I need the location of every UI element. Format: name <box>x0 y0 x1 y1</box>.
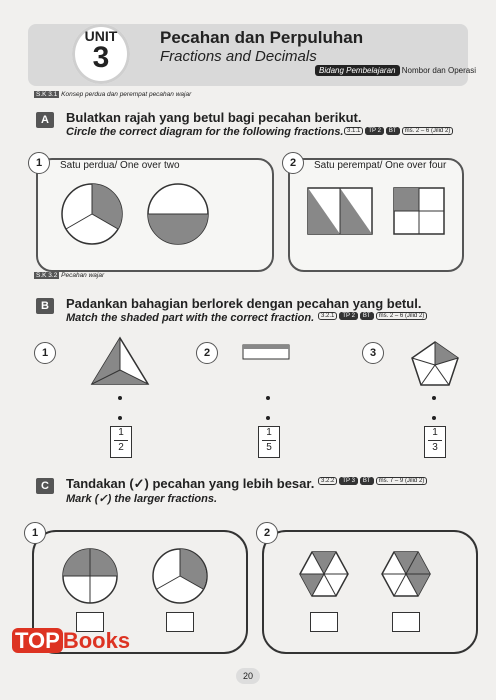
match-item-number: 1 <box>34 342 56 364</box>
learning-area <box>315 66 476 75</box>
numerator: 1 <box>432 427 438 438</box>
tick-box[interactable] <box>310 612 338 632</box>
topbooks-logo <box>12 628 130 654</box>
tags-a <box>344 128 455 134</box>
tag: TP 3 <box>339 477 358 485</box>
tag: BT <box>360 477 374 485</box>
tag: ms. 7 – 9 (Jilid 2) <box>376 477 428 485</box>
instruction-malay-c: Tandakan (✓) pecahan yang lebih besar. <box>66 476 315 491</box>
numerator: 1 <box>266 427 272 438</box>
unit-word: UNIT <box>84 28 118 44</box>
section-letter-a: A <box>36 112 54 128</box>
logo-books: Books <box>62 628 131 653</box>
match-dot-top[interactable] <box>266 396 270 400</box>
match-dot-top[interactable] <box>118 396 122 400</box>
sk-label-b <box>34 272 104 279</box>
fraction-squares-a2 <box>306 186 456 246</box>
match-item-number: 2 <box>196 342 218 364</box>
denominator: 3 <box>432 442 438 453</box>
title-malay: Pecahan dan Perpuluhan <box>160 28 364 47</box>
instruction-english-b: Match the shaded part with the correct fraction. <box>66 312 315 324</box>
logo-top: TOP <box>12 628 63 653</box>
tag: 3.2.1 <box>318 312 337 320</box>
instruction-malay-b: Padankan bahagian berlorek dengan pecahan yang betul. <box>66 296 422 311</box>
question-number: 1 <box>24 522 46 544</box>
section-letter-b: B <box>36 298 54 314</box>
question-label: Satu perdua/ One over two <box>60 160 180 171</box>
denominator: 2 <box>118 442 124 453</box>
learning-area-label: Bidang Pembelajaran <box>315 65 400 76</box>
match-dot-bottom[interactable] <box>118 416 122 420</box>
section-letter-c: C <box>36 478 54 494</box>
fraction-circles-c1 <box>60 546 220 606</box>
numerator: 1 <box>118 427 124 438</box>
match-dot-bottom[interactable] <box>432 416 436 420</box>
square-option-diagonal[interactable] <box>308 188 372 234</box>
title-english: Fractions and Decimals <box>160 48 317 65</box>
match-dot-top[interactable] <box>432 396 436 400</box>
square-option-quarters[interactable] <box>394 188 444 234</box>
instruction-english-a: Circle the correct diagram for the following fractions. <box>66 126 344 138</box>
shaded-triangle <box>90 336 150 388</box>
tick-box[interactable] <box>392 612 420 632</box>
unit-title <box>160 28 390 70</box>
sk-code: S.K 3.1 <box>36 91 58 98</box>
tag: TP 2 <box>339 312 358 320</box>
fraction-card <box>258 426 280 458</box>
question-number: 2 <box>256 522 278 544</box>
tag: BT <box>386 127 400 135</box>
tag: 3.1.1 <box>344 127 363 135</box>
tags-c <box>318 478 429 484</box>
circle-option-halves[interactable] <box>148 184 208 244</box>
page-number: 20 <box>236 668 260 684</box>
match-item-number: 3 <box>362 342 384 364</box>
hexagon-right <box>382 552 430 596</box>
tag: 3.2.2 <box>318 477 337 485</box>
instruction-english-c: Mark (✓) the larger fractions. <box>66 493 218 505</box>
denominator: 5 <box>266 442 272 453</box>
instruction-malay-a: Bulatkan rajah yang betul bagi pecahan berikut. <box>66 110 362 125</box>
sk-text: Konsep perdua dan perempat pecahan wajar <box>61 91 192 98</box>
unit-badge <box>72 24 130 84</box>
fraction-card <box>110 426 132 458</box>
shaded-pentagon <box>410 340 460 388</box>
question-number: 2 <box>282 152 304 174</box>
question-number: 1 <box>28 152 50 174</box>
sk-label-a <box>34 91 191 98</box>
tag: ms. 2 – 6 (Jilid 2) <box>402 127 454 135</box>
fraction-circles-a1 <box>60 180 260 250</box>
hexagon-left <box>300 552 348 596</box>
fraction-card <box>424 426 446 458</box>
tag: TP 2 <box>365 127 384 135</box>
tag: BT <box>360 312 374 320</box>
tags-b <box>318 313 429 319</box>
match-dot-bottom[interactable] <box>266 416 270 420</box>
tag: ms. 2 – 6 (Jilid 2) <box>376 312 428 320</box>
question-label: Satu perempat/ One over four <box>314 160 447 171</box>
circle-option-thirds[interactable] <box>62 184 122 244</box>
sk-text: Pecahan wajar <box>61 272 105 279</box>
unit-number: 3 <box>92 41 110 74</box>
tick-box[interactable] <box>166 612 194 632</box>
learning-area-value: Nombor dan Operasi <box>401 66 476 75</box>
shaded-rectangle <box>242 344 292 362</box>
sk-code: S.K 3.2 <box>36 272 58 279</box>
fraction-hexagons-c2 <box>290 546 450 606</box>
